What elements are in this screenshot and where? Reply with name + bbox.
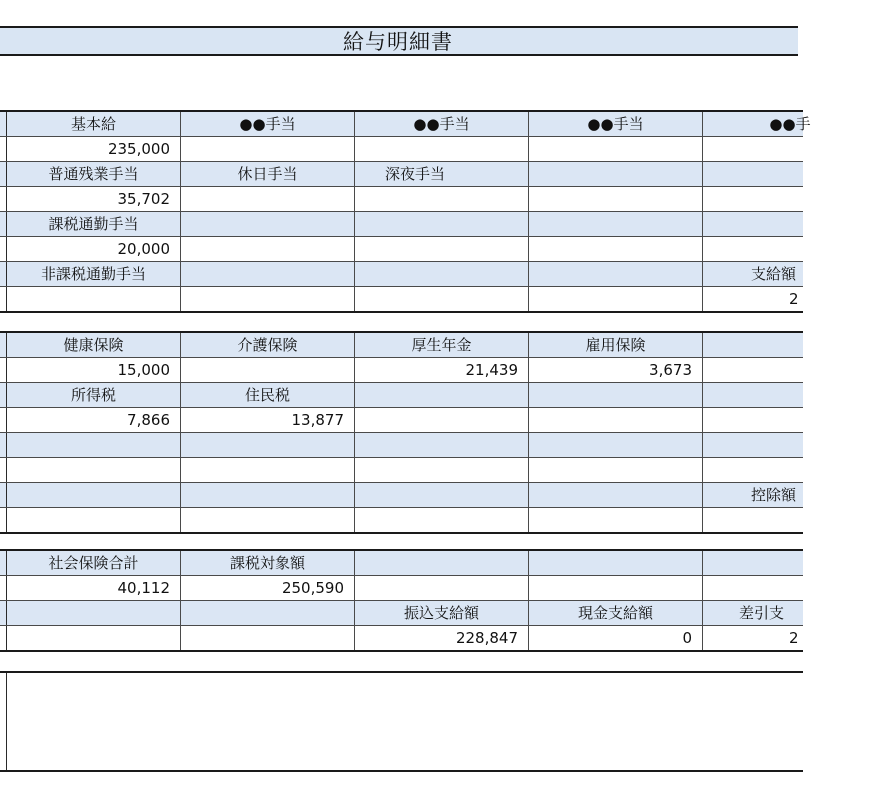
label-cell — [529, 483, 703, 507]
value-cell[interactable]: 21,439 — [355, 358, 529, 382]
totals-label-row-1 — [0, 551, 803, 575]
deductions-label-row-4 — [0, 482, 803, 507]
total-payment-value[interactable]: 2 — [789, 290, 799, 308]
value-cell[interactable] — [703, 358, 877, 382]
net-pay-label: 差引支 — [739, 604, 785, 622]
label-cell — [703, 333, 877, 357]
value-cell[interactable] — [181, 287, 355, 311]
value-cell[interactable] — [529, 137, 703, 161]
label-cell — [529, 162, 703, 186]
payments-label-row-3 — [0, 211, 803, 236]
deductions-value-row-1 — [0, 357, 803, 382]
value-cell[interactable] — [355, 287, 529, 311]
label-cell — [529, 383, 703, 407]
value-cell[interactable]: 13,877 — [181, 408, 355, 432]
value-cell[interactable] — [181, 458, 355, 482]
label-cell — [529, 262, 703, 286]
value-cell[interactable]: 235,000 — [7, 137, 181, 161]
totals-value-row-2 — [0, 625, 803, 650]
label-cell: ●●手当 — [355, 112, 529, 136]
label-cell: 基本給 — [7, 112, 181, 136]
deductions-label-row-1 — [0, 333, 803, 357]
deductions-value-row-2 — [0, 407, 803, 432]
value-cell[interactable] — [703, 576, 877, 600]
label-cell — [355, 383, 529, 407]
payments-section — [0, 110, 811, 313]
label-cell: 現金支給額 — [529, 601, 703, 625]
value-cell[interactable] — [355, 408, 529, 432]
label-cell — [703, 433, 877, 457]
value-cell[interactable]: 20,000 — [7, 237, 181, 261]
totals-section — [0, 549, 803, 652]
label-cell: 課税通勤手当 — [7, 212, 181, 236]
value-cell[interactable] — [703, 408, 877, 432]
label-cell: ●●手当 — [181, 112, 355, 136]
label-cell — [355, 212, 529, 236]
label-cell: 振込支給額 — [355, 601, 529, 625]
label-cell — [703, 212, 877, 236]
label-cell — [529, 433, 703, 457]
label-cell — [7, 601, 181, 625]
value-cell[interactable] — [181, 508, 355, 532]
value-cell[interactable] — [355, 576, 529, 600]
value-cell[interactable] — [529, 287, 703, 311]
value-cell[interactable]: 3,673 — [529, 358, 703, 382]
value-cell[interactable]: 7,866 — [7, 408, 181, 432]
label-cell: 介護保険 — [181, 333, 355, 357]
label-cell: 住民税 — [181, 383, 355, 407]
value-cell[interactable] — [529, 576, 703, 600]
value-cell[interactable]: 15,000 — [7, 358, 181, 382]
value-cell[interactable] — [355, 458, 529, 482]
label-cell: 健康保険 — [7, 333, 181, 357]
label-cell — [7, 483, 181, 507]
value-cell[interactable] — [529, 508, 703, 532]
deductions-value-row-3 — [0, 457, 803, 482]
label-cell: 社会保険合計 — [7, 551, 181, 575]
value-cell[interactable] — [181, 187, 355, 211]
remarks-box[interactable] — [0, 671, 803, 772]
total-payment-label: 支給額 — [751, 265, 797, 283]
cash-amount-value[interactable]: 0 — [529, 626, 703, 650]
label-cell — [703, 551, 877, 575]
value-cell[interactable] — [181, 358, 355, 382]
totals-value-row-1 — [0, 575, 803, 600]
payslip-title: 給与明細書 — [0, 26, 798, 56]
value-cell[interactable] — [7, 458, 181, 482]
label-cell — [529, 212, 703, 236]
value-cell[interactable] — [529, 458, 703, 482]
payments-value-row-3 — [0, 236, 803, 261]
value-cell[interactable] — [355, 237, 529, 261]
label-cell — [529, 551, 703, 575]
total-deduction-value[interactable] — [703, 508, 877, 532]
deductions-section — [0, 331, 803, 534]
label-cell: 所得税 — [7, 383, 181, 407]
deductions-label-row-2 — [0, 382, 803, 407]
value-cell[interactable] — [703, 458, 877, 482]
payments-value-row-1 — [0, 136, 803, 161]
payments-value-row-4 — [0, 286, 803, 311]
label-cell: 厚生年金 — [355, 333, 529, 357]
label-cell: ●●手 — [769, 115, 811, 133]
value-cell[interactable] — [181, 137, 355, 161]
label-cell — [181, 212, 355, 236]
label-cell: 非課税通勤手当 — [7, 262, 181, 286]
net-pay-value[interactable]: 2 — [789, 629, 799, 647]
value-cell[interactable] — [529, 408, 703, 432]
label-cell: ●●手当 — [529, 112, 703, 136]
value-cell[interactable]: 250,590 — [181, 576, 355, 600]
payments-label-row-2 — [0, 161, 803, 186]
payments-label-row-4 — [0, 261, 803, 286]
label-cell — [7, 433, 181, 457]
value-cell[interactable] — [355, 137, 529, 161]
payments-label-row-1 — [0, 112, 811, 136]
value-cell[interactable] — [529, 237, 703, 261]
label-cell — [181, 433, 355, 457]
payments-value-row-2 — [0, 186, 803, 211]
value-cell[interactable] — [703, 237, 877, 261]
value-cell[interactable] — [703, 187, 877, 211]
label-cell: 雇用保険 — [529, 333, 703, 357]
label-cell — [703, 162, 877, 186]
label-cell — [703, 383, 877, 407]
value-cell[interactable]: 40,112 — [7, 576, 181, 600]
label-cell: 深夜手当 — [355, 162, 529, 186]
label-cell — [355, 483, 529, 507]
label-cell — [181, 483, 355, 507]
value-cell[interactable]: 35,702 — [7, 187, 181, 211]
value-cell[interactable] — [529, 187, 703, 211]
label-cell — [355, 551, 529, 575]
value-cell[interactable] — [7, 626, 181, 650]
value-cell[interactable] — [181, 237, 355, 261]
total-deduction-label: 控除額 — [751, 486, 797, 504]
deductions-value-row-4 — [0, 507, 803, 532]
label-cell: 休日手当 — [181, 162, 355, 186]
value-cell[interactable] — [355, 508, 529, 532]
label-cell — [181, 262, 355, 286]
label-cell — [181, 601, 355, 625]
label-cell: 課税対象額 — [181, 551, 355, 575]
value-cell[interactable] — [703, 137, 877, 161]
label-cell: 普通残業手当 — [7, 162, 181, 186]
label-cell — [355, 433, 529, 457]
label-cell — [355, 262, 529, 286]
transfer-amount-value[interactable]: 228,847 — [355, 626, 529, 650]
value-cell[interactable] — [181, 626, 355, 650]
value-cell[interactable] — [355, 187, 529, 211]
value-cell[interactable] — [7, 287, 181, 311]
value-cell[interactable] — [7, 508, 181, 532]
deductions-label-row-3 — [0, 432, 803, 457]
totals-label-row-2 — [0, 600, 803, 625]
